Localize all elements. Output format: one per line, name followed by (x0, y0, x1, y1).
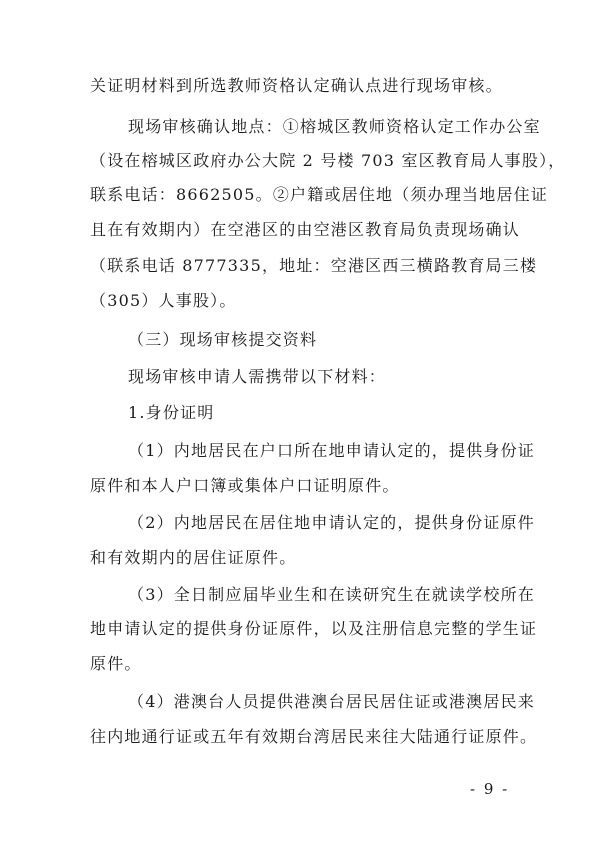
body-line-11: （1）内地居民在户口所在地申请认定的，提供身份证 (128, 441, 535, 460)
body-line-2: 现场审核确认地点：①榕城区教师资格认定工作办公室 (128, 117, 541, 136)
sub-heading: 1.身份证明 (128, 403, 215, 422)
body-line-13: （2）内地居民在居住地申请认定的，提供身份证原件 (128, 513, 535, 532)
body-line-5: 且在有效期内）在空港区的由空港区教育局负责现场确认 (90, 220, 521, 239)
body-line-14: 和有效期内的居住证原件。 (90, 548, 297, 567)
body-line-19: 往内地通行证或五年有效期台湾居民来往大陆通行证原件。 (90, 727, 538, 746)
body-line-3: （设在榕城区政府办公大院 2 号楼 703 室区教育局人事股）， (90, 151, 566, 170)
section-heading: （三）现场审核提交资料 (128, 330, 318, 349)
body-line-15: （3）全日制应届毕业生和在读研究生在就读学校所在 (128, 585, 535, 604)
body-line-1: 关证明材料到所选教师资格认定确认点进行现场审核。 (90, 76, 503, 95)
body-line-9: 现场审核申请人需携带以下材料： (128, 367, 387, 386)
body-line-6: （联系电话 8777335，地址：空港区西三横路教育局三楼 (90, 256, 538, 275)
body-line-17: 原件。 (90, 654, 142, 673)
body-line-7: （305）人事股）。 (90, 291, 237, 310)
body-line-12: 原件和本人户口簿或集体户口证明原件。 (90, 476, 400, 495)
body-line-18: （4）港澳台人员提供港澳台居民居住证或港澳居民来 (128, 692, 535, 711)
body-line-16: 地申请认定的提供身份证原件，以及注册信息完整的学生证 (90, 619, 538, 638)
body-line-4: 联系电话：8662505。②户籍或居住地（须办理当地居住证 (90, 185, 549, 204)
page-number: - 9 - (470, 780, 510, 798)
